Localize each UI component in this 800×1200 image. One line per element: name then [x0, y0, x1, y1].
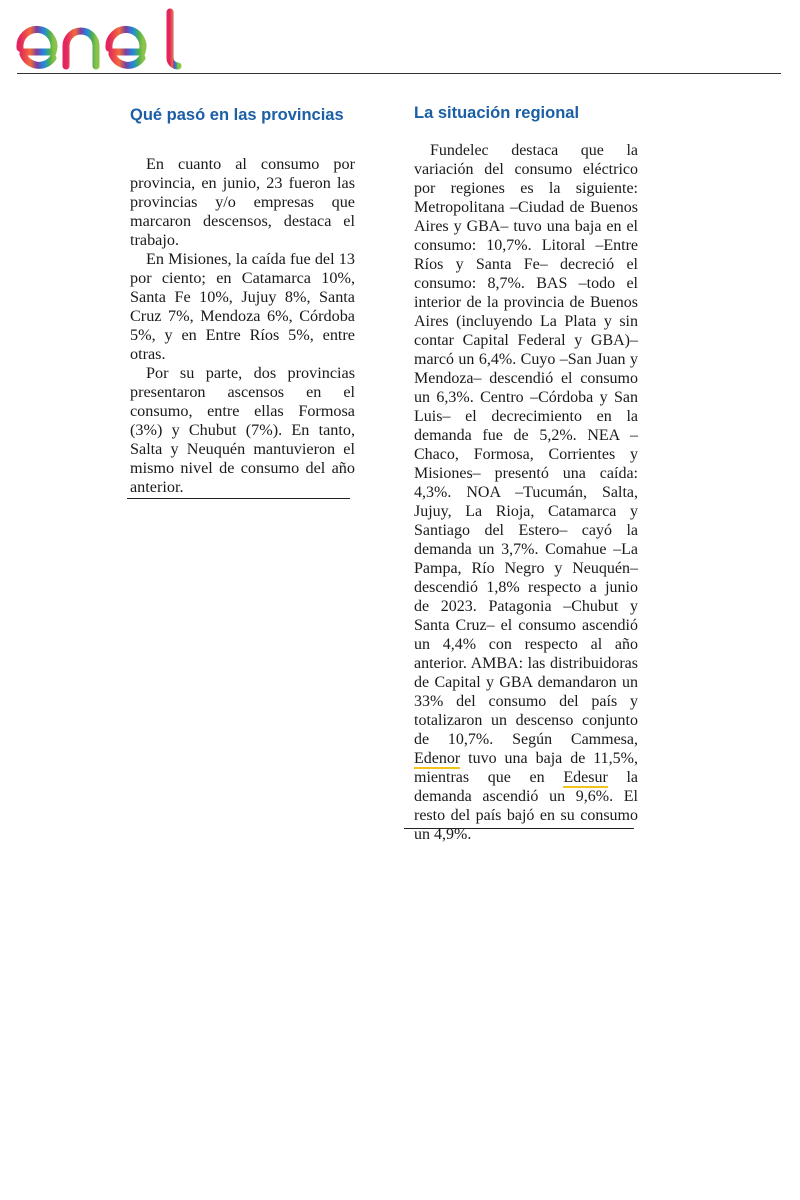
header-divider [17, 73, 781, 74]
right-column [414, 104, 638, 844]
paragraph-text: Fundelec destaca que la variación del consumo eléctrico por regiones es la siguiente: Metropolitana –Ciudad de Buenos Aires y GBA– tuvo una baja en el consumo: 10,7%. Litoral –Entre Ríos y Santa Fe– decreció el consumo: 8,7%. BAS –todo el interior de la provincia de Buenos Aires (incluyendo La Plata y sin contar Capital Federal y GBA)– marcó un 6,4%. Cuyo –San Juan y Mendoza– descendió el consumo un 6,3%. Centro –Córdoba y San Luis– el decrecimiento en la demanda fue de 5,2%. NEA –Chaco, Formosa, Corrientes y Misiones– presentó una caída: 4,3%. NOA –Tucumán, Salta, Jujuy, La Rioja, Catamarca y Santiago del Estero– cayó la demanda un 3,7%. Comahue –La Pampa, Río Negro y Neuquén– descendió 1,8% respecto a junio de 2023. Patagonia –Chubut y Santa Cruz– el consumo ascendió un 4,4% con respecto al año anterior. AMBA: las distribuidoras de Capital y GBA demandaron un 33% del consumo del país y totalizaron un descenso conjunto de 10,7%. Según Cammesa, [414, 142, 638, 748]
paragraph-regional [414, 141, 638, 844]
highlight-edenor: Edenor [414, 750, 461, 767]
enel-logo [16, 8, 184, 70]
highlight-edesur: Edesur [563, 769, 608, 786]
paragraph-text: la demanda ascendió un 9,6%. El resto del país bajó en su consumo un 4,9%. [414, 769, 639, 843]
enel-logo-mark [16, 8, 184, 70]
paragraph: En Misiones, la caída fue del 13 por ciento; en Catamarca 10%, Santa Fe 10%, Jujuy 8%, Santa Cruz 7%, Mendoza 6%, Córdoba 5%, y en Entre Ríos 5%, entre otras. [130, 250, 355, 363]
column-end-rule [127, 498, 350, 499]
section-title-regional: La situación regional [414, 104, 580, 122]
paragraph: En cuanto al consumo por provincia, en junio, 23 fueron las provincias y/o empresas que marcaron descensos, destaca el trabajo. [130, 155, 355, 249]
column-end-rule [404, 828, 634, 829]
section-title-provincias: Qué pasó en las provincias [130, 106, 344, 124]
paragraph-text: tuvo una baja de 11,5%, mientras que en [414, 750, 638, 786]
paragraph: Por su parte, dos provincias presentaron ascensos en el consumo, entre ellas Formosa (3%) y Chubut (7%). En tanto, Salta y Neuquén mantuvieron el mismo nivel de consumo del año anterior. [130, 364, 355, 496]
left-column [130, 106, 355, 497]
